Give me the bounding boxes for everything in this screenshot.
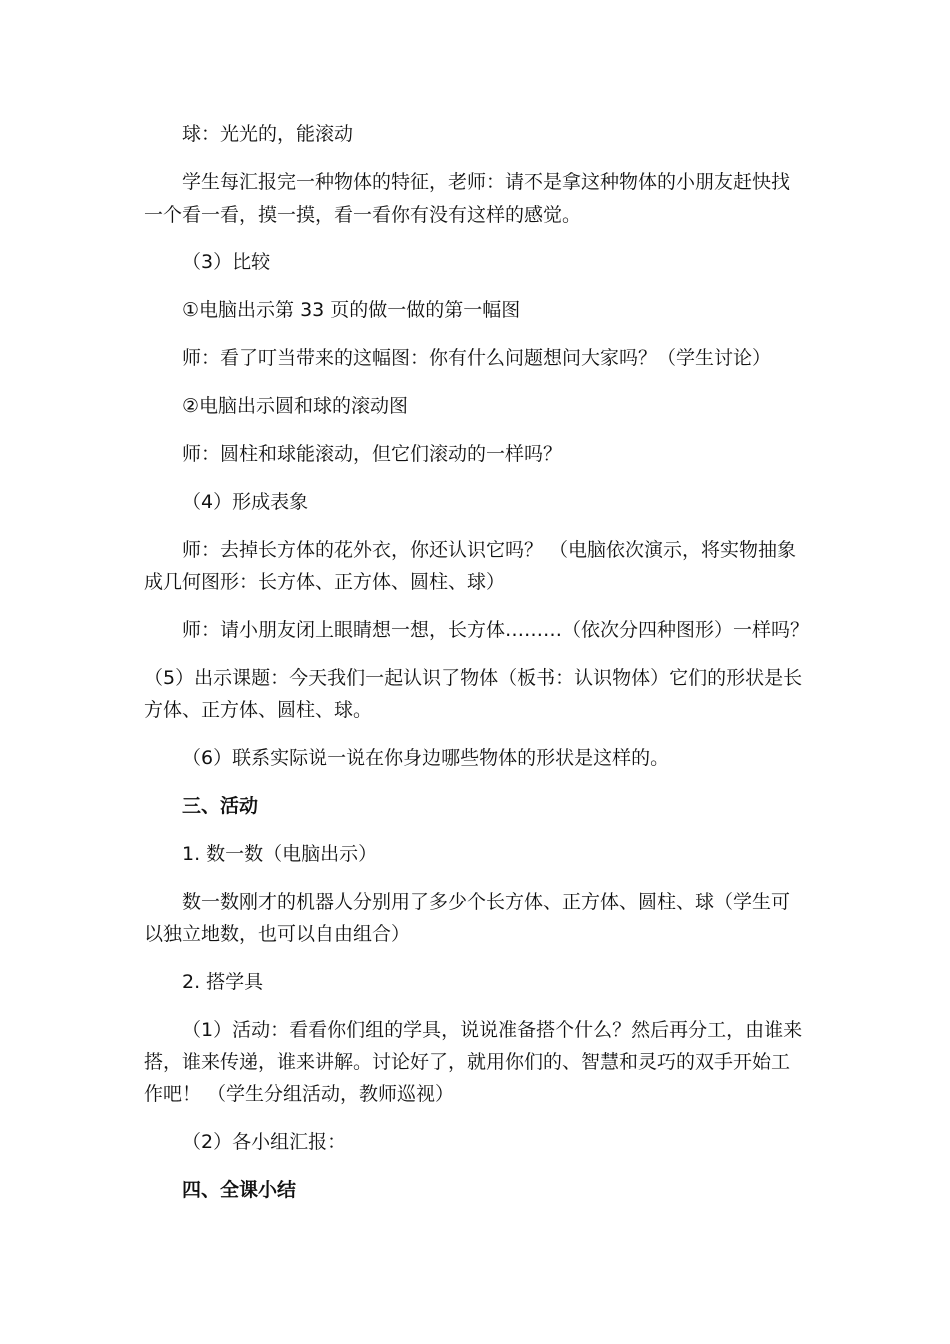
paragraph-count-robot-line2: 以独立地数，也可以自由组合） bbox=[144, 923, 411, 945]
paragraph-computer-rolling-image: ②电脑出示圆和球的滚动图 bbox=[182, 395, 409, 417]
section-heading-summary: 四、全课小结 bbox=[182, 1179, 297, 1201]
section-compare: （3）比较 bbox=[182, 251, 271, 273]
paragraph-show-topic-line2: 方体、正方体、圆柱、球。 bbox=[144, 699, 373, 721]
paragraph-student-report-line1: 学生每汇报完一种物体的特征，老师：请不是拿这种物体的小朋友赶快找 bbox=[182, 171, 791, 193]
paragraph-teacher-question: 师：看了叮当带来的这幅图：你有什么问题想问大家吗？（学生讨论） bbox=[182, 347, 772, 369]
paragraph-count-robot-line1: 数一数刚才的机器人分别用了多少个长方体、正方体、圆柱、球（学生可 bbox=[182, 891, 791, 913]
paragraph-student-report-line2: 一个看一看，摸一摸，看一看你有没有这样的感觉。 bbox=[144, 204, 582, 226]
paragraph-close-eyes: 师：请小朋友闭上眼睛想一想，长方体………（依次分四种图形）一样吗？ bbox=[182, 619, 810, 641]
paragraph-ball-feature: 球：光光的，能滚动 bbox=[182, 123, 354, 145]
subsection-count: 1. 数一数（电脑出示） bbox=[182, 843, 378, 865]
paragraph-remove-coat-line2: 成几何图形：长方体、正方体、圆柱、球） bbox=[144, 571, 506, 593]
paragraph-activity-line1: （1）活动：看看你们组的学具，说说准备搭个什么？然后再分工，由谁来 bbox=[182, 1019, 803, 1041]
paragraph-connect-reality: （6）联系实际说一说在你身边哪些物体的形状是这样的。 bbox=[182, 747, 670, 769]
paragraph-computer-first-image: ①电脑出示第 33 页的做一做的第一幅图 bbox=[182, 299, 521, 321]
paragraph-activity-line2: 搭，谁来传递，谁来讲解。讨论好了，就用你们的、智慧和灵巧的双手开始工 bbox=[144, 1051, 791, 1073]
subsection-build-tools: 2. 搭学具 bbox=[182, 971, 264, 993]
paragraph-activity-line3: 作吧！ （学生分组活动，教师巡视） bbox=[144, 1083, 455, 1105]
paragraph-remove-coat-line1: 师：去掉长方体的花外衣，你还认识它吗？ （电脑依次演示，将实物抽象 bbox=[182, 539, 797, 561]
section-heading-activity: 三、活动 bbox=[182, 795, 259, 817]
paragraph-group-report: （2）各小组汇报： bbox=[182, 1131, 347, 1153]
paragraph-teacher-rolling-question: 师：圆柱和球能滚动，但它们滚动的一样吗？ bbox=[182, 443, 563, 465]
paragraph-show-topic-line1: （5）出示课题：今天我们一起认识了物体（板书：认识物体）它们的形状是长 bbox=[144, 667, 803, 689]
section-form-image: （4）形成表象 bbox=[182, 491, 309, 513]
